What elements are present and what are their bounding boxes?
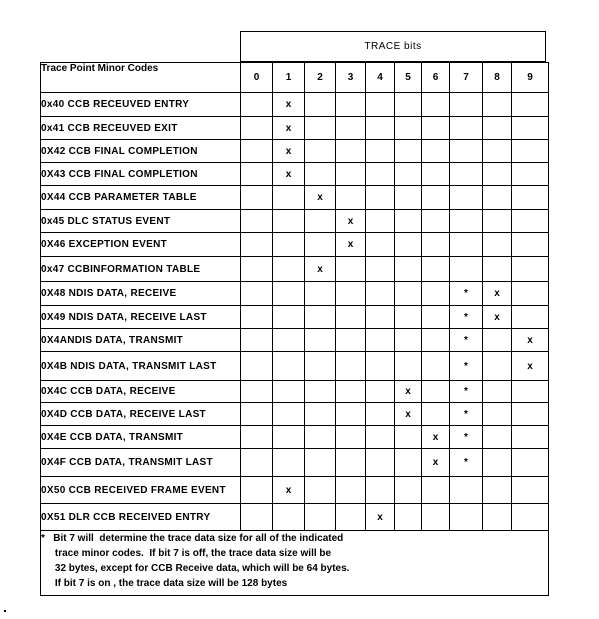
bit-cell (241, 233, 273, 257)
bit-cell (483, 233, 512, 257)
bit-cell: * (450, 352, 483, 381)
bit-cell (305, 329, 336, 352)
bit-cell (422, 257, 450, 282)
bit-cell (336, 163, 366, 186)
bit-cell (512, 282, 549, 306)
bit-cell (450, 504, 483, 531)
table-row (41, 257, 549, 282)
table-header-row (41, 63, 549, 93)
bit-cell (483, 186, 512, 210)
bit-cell (305, 210, 336, 233)
minor-code-cell: 0X50 CCB RECEIVED FRAME EVENT (41, 477, 241, 504)
bit-cell (336, 93, 366, 117)
bit-cell (450, 163, 483, 186)
bit-cell (336, 381, 366, 403)
bit-cell (273, 504, 305, 531)
bit-cell (241, 163, 273, 186)
table-row (41, 426, 549, 449)
bit-cell (241, 477, 273, 504)
minor-code-cell: 0x45 DLC STATUS EVENT (41, 210, 241, 233)
table-row (41, 210, 549, 233)
bit-cell (422, 163, 450, 186)
bit-cell (512, 306, 549, 329)
minor-code-cell: 0X4E CCB DATA, TRANSMIT (41, 426, 241, 449)
minor-code-cell: 0x40 CCB RECEUVED ENTRY (41, 93, 241, 117)
bit-cell (366, 282, 395, 306)
bit-cell (366, 117, 395, 140)
bit-cell (366, 163, 395, 186)
bit-cell (483, 140, 512, 163)
bit-cell (483, 257, 512, 282)
bit-cell (336, 504, 366, 531)
bit-cell: x (273, 477, 305, 504)
bit-cell: x (273, 93, 305, 117)
minor-code-cell: 0X43 CCB FINAL COMPLETION (41, 163, 241, 186)
minor-code-cell: 0X4B NDIS DATA, TRANSMIT LAST (41, 352, 241, 381)
bit-cell (512, 426, 549, 449)
table-row (41, 163, 549, 186)
bit-cell (422, 352, 450, 381)
bit-header: 6 (422, 63, 450, 93)
bit-cell (273, 186, 305, 210)
bit-cell (366, 352, 395, 381)
footnote-line: trace minor codes. If bit 7 is off, the trace data size will be (41, 548, 332, 559)
bit-cell (241, 403, 273, 426)
bit-cell (395, 140, 422, 163)
bit-cell (336, 117, 366, 140)
table-row (41, 504, 549, 531)
bit-cell (450, 93, 483, 117)
bit-cell (483, 329, 512, 352)
bit-cell (395, 282, 422, 306)
bit-cell (450, 477, 483, 504)
bit-cell: x (305, 186, 336, 210)
bit-cell (483, 504, 512, 531)
bit-cell (512, 257, 549, 282)
bit-cell (422, 504, 450, 531)
table-row (41, 93, 549, 117)
bit-header: 8 (483, 63, 512, 93)
bit-cell (366, 403, 395, 426)
bit-header: 1 (273, 63, 305, 93)
bit-cell (395, 257, 422, 282)
bit-cell (305, 403, 336, 426)
bit-cell: x (273, 163, 305, 186)
bit-cell: x (305, 257, 336, 282)
minor-code-cell: 0X4F CCB DATA, TRANSMIT LAST (41, 449, 241, 477)
minor-code-cell: 0X4D CCB DATA, RECEIVE LAST (41, 403, 241, 426)
bit-cell (483, 93, 512, 117)
minor-code-cell: 0X44 CCB PARAMETER TABLE (41, 186, 241, 210)
bit-cell (366, 426, 395, 449)
bit-cell (395, 426, 422, 449)
bit-cell (241, 93, 273, 117)
bit-cell (366, 381, 395, 403)
bit-cell (366, 233, 395, 257)
minor-code-cell: 0X49 NDIS DATA, RECEIVE LAST (41, 306, 241, 329)
footnote (41, 531, 549, 596)
footnote-row (41, 531, 549, 596)
bit-cell (483, 477, 512, 504)
table-row (41, 186, 549, 210)
bit-cell: x (512, 329, 549, 352)
bit-cell (241, 381, 273, 403)
bit-cell (512, 163, 549, 186)
bit-cell (422, 329, 450, 352)
bit-cell (512, 504, 549, 531)
bit-cell (366, 306, 395, 329)
bit-cell (305, 381, 336, 403)
bit-cell (305, 449, 336, 477)
bit-cell (483, 210, 512, 233)
bit-cell (241, 186, 273, 210)
bit-cell (366, 186, 395, 210)
minor-code-cell: 0X48 NDIS DATA, RECEIVE (41, 282, 241, 306)
bit-cell (450, 186, 483, 210)
bit-cell (366, 257, 395, 282)
bit-cell (273, 403, 305, 426)
bit-cell (336, 186, 366, 210)
bit-cell: * (450, 329, 483, 352)
table-row (41, 381, 549, 403)
bit-cell: x (395, 403, 422, 426)
bit-cell: x (273, 117, 305, 140)
bit-cell (366, 449, 395, 477)
table-row (41, 403, 549, 426)
table-row (41, 282, 549, 306)
bit-cell (512, 233, 549, 257)
bit-cell (483, 426, 512, 449)
bit-cell (422, 210, 450, 233)
bit-cell (336, 306, 366, 329)
bit-cell (366, 477, 395, 504)
bit-cell (483, 449, 512, 477)
bit-cell (483, 163, 512, 186)
bit-cell (366, 140, 395, 163)
bit-cell (273, 329, 305, 352)
bit-header: 2 (305, 63, 336, 93)
trace-bits-header (240, 31, 546, 62)
bit-cell: * (450, 381, 483, 403)
bit-cell (450, 117, 483, 140)
bit-header: 0 (241, 63, 273, 93)
bit-cell (395, 186, 422, 210)
trace-bits-table (40, 62, 549, 596)
bit-header: 9 (512, 63, 549, 93)
bit-cell (395, 477, 422, 504)
corner-dot (4, 610, 6, 612)
bit-cell: * (450, 306, 483, 329)
bit-cell (422, 306, 450, 329)
bit-cell: x (336, 210, 366, 233)
bit-cell (273, 282, 305, 306)
bit-cell (305, 426, 336, 449)
bit-cell: * (450, 426, 483, 449)
bit-cell (273, 381, 305, 403)
bit-cell (241, 329, 273, 352)
bit-cell (422, 117, 450, 140)
bit-cell: x (512, 352, 549, 381)
bit-cell (305, 282, 336, 306)
table-row (41, 140, 549, 163)
footnote-line: If bit 7 is on , the trace data size will be 128 bytes (41, 578, 288, 589)
bit-cell (512, 381, 549, 403)
bit-cell (336, 403, 366, 426)
bit-cell: x (483, 282, 512, 306)
bit-cell (241, 257, 273, 282)
bit-cell (483, 352, 512, 381)
bit-cell (241, 426, 273, 449)
minor-code-cell: 0X4ANDIS DATA, TRANSMIT (41, 329, 241, 352)
bit-header: 4 (366, 63, 395, 93)
bit-cell (395, 117, 422, 140)
bit-cell (395, 210, 422, 233)
bit-cell (305, 140, 336, 163)
table-row (41, 329, 549, 352)
bit-cell (241, 282, 273, 306)
minor-code-cell: 0x41 CCB RECEUVED EXIT (41, 117, 241, 140)
bit-cell (395, 449, 422, 477)
bit-cell (241, 210, 273, 233)
bit-cell: * (450, 403, 483, 426)
bit-cell (512, 186, 549, 210)
minor-code-cell: 0X51 DLR CCB RECEIVED ENTRY (41, 504, 241, 531)
bit-cell (395, 306, 422, 329)
minor-code-cell: 0x47 CCBINFORMATION TABLE (41, 257, 241, 282)
bit-cell (336, 352, 366, 381)
bit-cell (336, 140, 366, 163)
bit-cell (512, 449, 549, 477)
bit-cell (241, 117, 273, 140)
bit-cell (273, 352, 305, 381)
bit-cell: x (422, 449, 450, 477)
bit-cell (336, 449, 366, 477)
bit-cell: x (395, 381, 422, 403)
bit-cell (366, 210, 395, 233)
bit-cell (483, 117, 512, 140)
bit-cell (422, 93, 450, 117)
minor-code-cell: 0X4C CCB DATA, RECEIVE (41, 381, 241, 403)
bit-cell (273, 233, 305, 257)
bit-cell (336, 329, 366, 352)
bit-cell (395, 329, 422, 352)
bit-cell (512, 403, 549, 426)
bit-cell (395, 93, 422, 117)
bit-cell (241, 352, 273, 381)
bit-cell (305, 504, 336, 531)
bit-cell: x (336, 233, 366, 257)
bit-header: 5 (395, 63, 422, 93)
bit-cell (450, 210, 483, 233)
bit-cell (512, 93, 549, 117)
table-row (41, 233, 549, 257)
bit-cell (336, 477, 366, 504)
bit-cell (273, 257, 305, 282)
bit-cell (483, 403, 512, 426)
bit-cell (366, 329, 395, 352)
table-row (41, 117, 549, 140)
minor-code-cell: 0X42 CCB FINAL COMPLETION (41, 140, 241, 163)
bit-cell (241, 504, 273, 531)
table-row (41, 306, 549, 329)
bit-cell (512, 210, 549, 233)
bit-cell (305, 477, 336, 504)
bit-cell (422, 140, 450, 163)
bit-cell (336, 257, 366, 282)
bit-cell: x (273, 140, 305, 163)
bit-cell (273, 210, 305, 233)
bit-cell (422, 233, 450, 257)
table-row (41, 477, 549, 504)
bit-cell (395, 233, 422, 257)
bit-cell (512, 477, 549, 504)
bit-cell (395, 352, 422, 381)
bit-cell (305, 306, 336, 329)
footnote-line: 32 bytes, except for CCB Receive data, which will be 64 bytes. (41, 563, 350, 574)
bit-cell (305, 352, 336, 381)
footnote-line: * Bit 7 will determine the trace data size for all of the indicated (41, 533, 344, 544)
bit-cell (422, 282, 450, 306)
bit-cell: x (422, 426, 450, 449)
bit-cell (450, 140, 483, 163)
bit-cell (273, 306, 305, 329)
bit-cell (450, 257, 483, 282)
minor-codes-header: Trace Point Minor Codes (41, 63, 241, 93)
bit-cell (395, 163, 422, 186)
table-row (41, 449, 549, 477)
bit-cell (422, 381, 450, 403)
bit-cell (422, 186, 450, 210)
bit-cell (241, 306, 273, 329)
bit-cell (305, 93, 336, 117)
bit-cell (273, 426, 305, 449)
bit-cell (422, 477, 450, 504)
bit-cell (450, 233, 483, 257)
bit-cell (273, 449, 305, 477)
bit-cell: x (366, 504, 395, 531)
table-row (41, 352, 549, 381)
trace-bits-title: TRACE bits (364, 41, 422, 52)
bit-cell: x (483, 306, 512, 329)
bit-cell (366, 93, 395, 117)
bit-cell (305, 163, 336, 186)
bit-cell (395, 504, 422, 531)
bit-cell: * (450, 282, 483, 306)
bit-cell (483, 381, 512, 403)
bit-cell (241, 140, 273, 163)
bit-cell (336, 282, 366, 306)
bit-cell (512, 140, 549, 163)
bit-cell (422, 403, 450, 426)
bit-cell (336, 426, 366, 449)
bit-header: 3 (336, 63, 366, 93)
bit-header: 7 (450, 63, 483, 93)
bit-cell (241, 449, 273, 477)
bit-cell: * (450, 449, 483, 477)
bit-cell (305, 233, 336, 257)
minor-code-cell: 0X46 EXCEPTION EVENT (41, 233, 241, 257)
bit-cell (512, 117, 549, 140)
bit-cell (305, 117, 336, 140)
